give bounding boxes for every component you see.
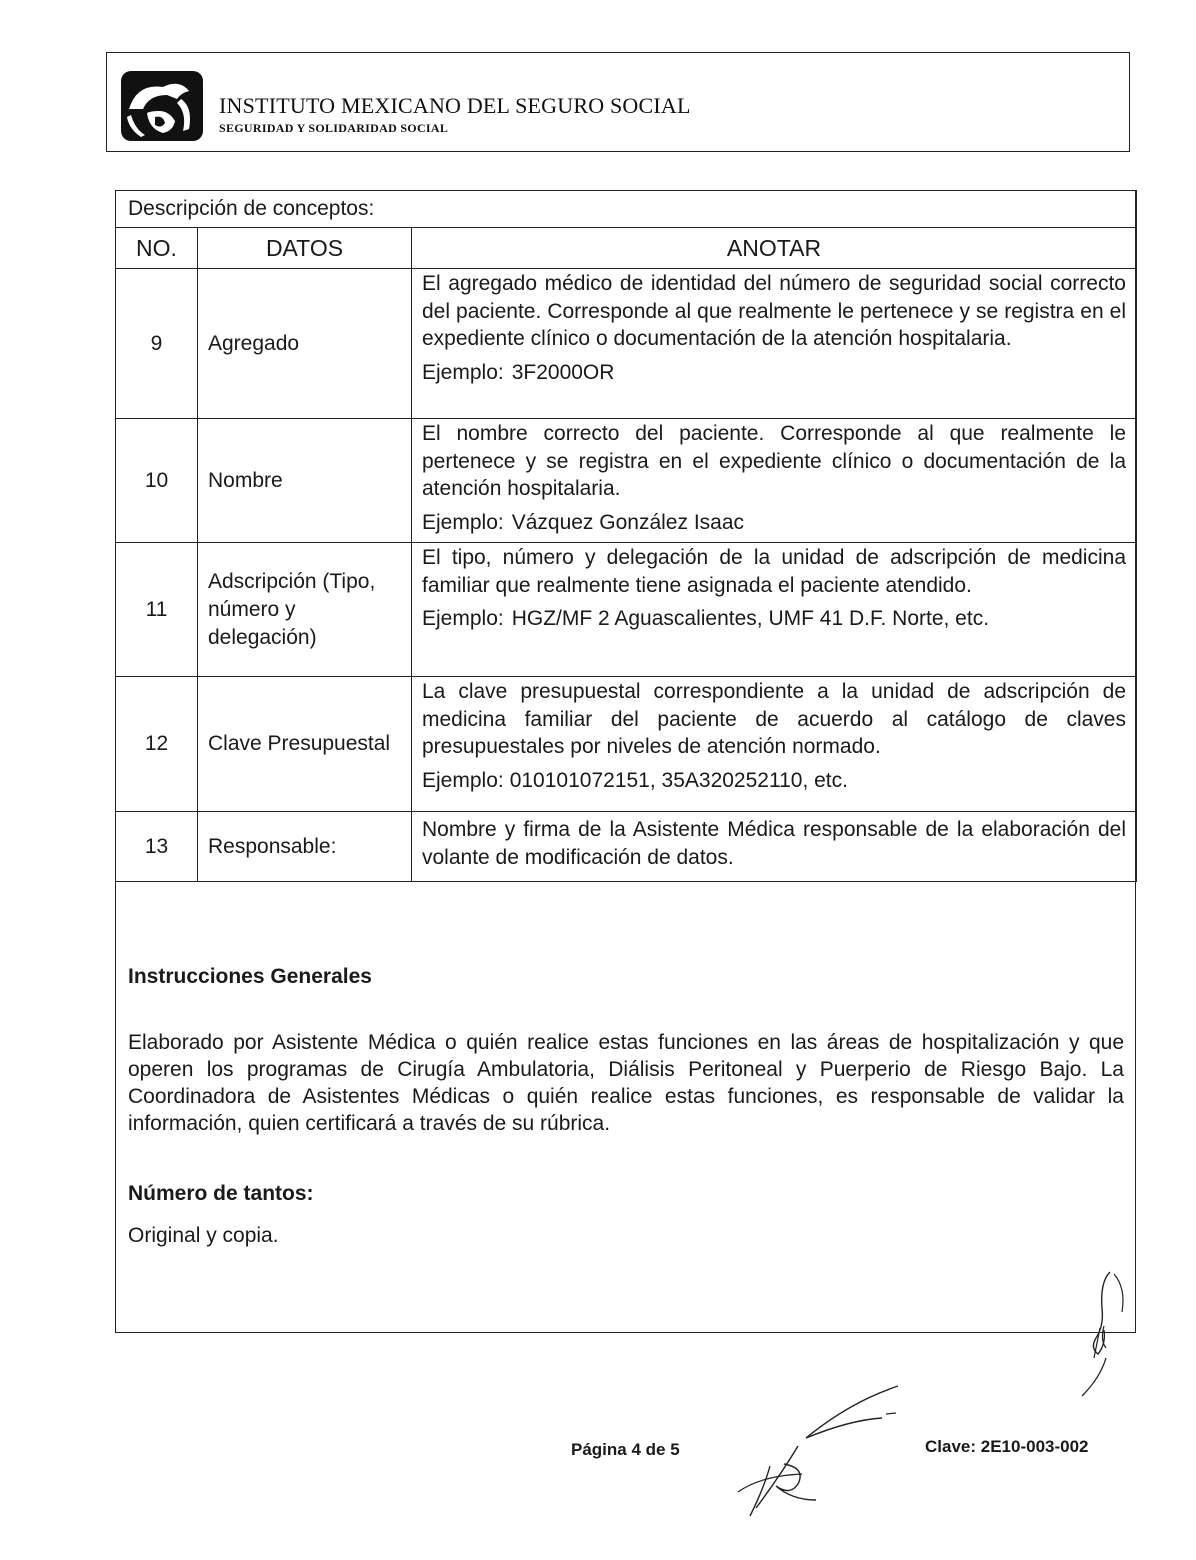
- row-number: 11: [116, 543, 198, 677]
- row-anotar: [412, 543, 1137, 677]
- example-value: 010101072151, 35A320252110, etc.: [509, 768, 848, 792]
- row-example: [422, 359, 1126, 386]
- row-dato: Adscripción (Tipo, número y delegación): [198, 543, 412, 677]
- page-number: Página 4 de 5: [571, 1440, 680, 1459]
- row-number: 13: [116, 812, 198, 882]
- signature-mark-bottom: [710, 1380, 910, 1530]
- example-label: Ejemplo:: [422, 360, 504, 384]
- row-description: El tipo, número y delegación de la unidad de adscripción de medicina familiar que realmente tiene asignada el paciente atendido.: [422, 546, 1126, 597]
- example-label: Ejemplo:: [422, 607, 504, 630]
- row-example: [422, 509, 1126, 536]
- copies-value: Original y copia.: [128, 1224, 279, 1247]
- row-number: 9: [116, 269, 198, 419]
- row-anotar: [412, 269, 1137, 419]
- document-header: [106, 52, 1130, 152]
- table-row: [116, 419, 1137, 543]
- instructions-title: Instrucciones Generales: [128, 965, 372, 988]
- document-code: Clave: 2E10-003-002: [925, 1437, 1089, 1456]
- table-caption: Descripción de conceptos:: [116, 191, 1137, 228]
- row-dato: Responsable:: [198, 812, 412, 882]
- example-label: Ejemplo:: [422, 768, 504, 792]
- table-row: [116, 812, 1137, 882]
- row-dato: Clave Presupuestal: [198, 677, 412, 812]
- example-value: Vázquez González Isaac: [511, 510, 745, 534]
- table-row: [116, 677, 1137, 812]
- row-dato: Agregado: [198, 269, 412, 419]
- table-header-row: [116, 228, 1137, 269]
- row-number: 10: [116, 419, 198, 543]
- row-example: [422, 767, 1126, 794]
- example-value: HGZ/MF 2 Aguascalientes, UMF 41 D.F. Norte, etc.: [511, 607, 990, 630]
- table-row: [116, 269, 1137, 419]
- row-anotar: [412, 677, 1137, 812]
- row-description: El agregado médico de identidad del número de seguridad social correcto del paciente. Corresponde al que realmente le pertenece y se registra en el expediente clínico o documentación de la atención hospitalaria.: [422, 272, 1126, 350]
- imss-logo-icon: [119, 69, 205, 143]
- table-row: [116, 543, 1137, 677]
- institution-motto: SEGURIDAD Y SOLIDARIDAD SOCIAL: [219, 121, 449, 135]
- row-anotar: [412, 812, 1137, 882]
- row-anotar: [412, 419, 1137, 543]
- instructions-body: Elaborado por Asistente Médica o quién realice estas funciones en las áreas de hospitalización y que operen los programas de Cirugía Ambulatoria, Diálisis Peritoneal y Puerperio de Riesgo Bajo. La Coordinadora de Asistentes Médicas o quién realice estas funciones, es responsable de validar la información, quien certificará a través de su rúbrica.: [128, 1031, 1124, 1135]
- example-label: Ejemplo:: [422, 510, 504, 534]
- row-dato: Nombre: [198, 419, 412, 543]
- row-description: El nombre correcto del paciente. Corresponde al que realmente le pertenece y se registra en el expediente clínico o documentación de la atención hospitalaria.: [422, 422, 1126, 500]
- row-number: 12: [116, 677, 198, 812]
- column-header-anotar: ANOTAR: [412, 228, 1137, 269]
- signature-mark-right: [1070, 1268, 1136, 1398]
- institution-name: INSTITUTO MEXICANO DEL SEGURO SOCIAL: [219, 93, 691, 118]
- example-value: 3F2000OR: [511, 360, 615, 384]
- row-example: [422, 605, 1126, 632]
- copies-title: Número de tantos:: [128, 1182, 314, 1205]
- column-header-no: NO.: [116, 228, 198, 269]
- row-description: La clave presupuestal correspondiente a la unidad de adscripción de medicina familiar del paciente de acuerdo al catálogo de claves presupuestales por niveles de atención normado.: [422, 680, 1126, 758]
- concepts-table: [115, 190, 1137, 882]
- row-description: Nombre y firma de la Asistente Médica responsable de la elaboración del volante de modificación de datos.: [422, 818, 1126, 869]
- column-header-datos: DATOS: [198, 228, 412, 269]
